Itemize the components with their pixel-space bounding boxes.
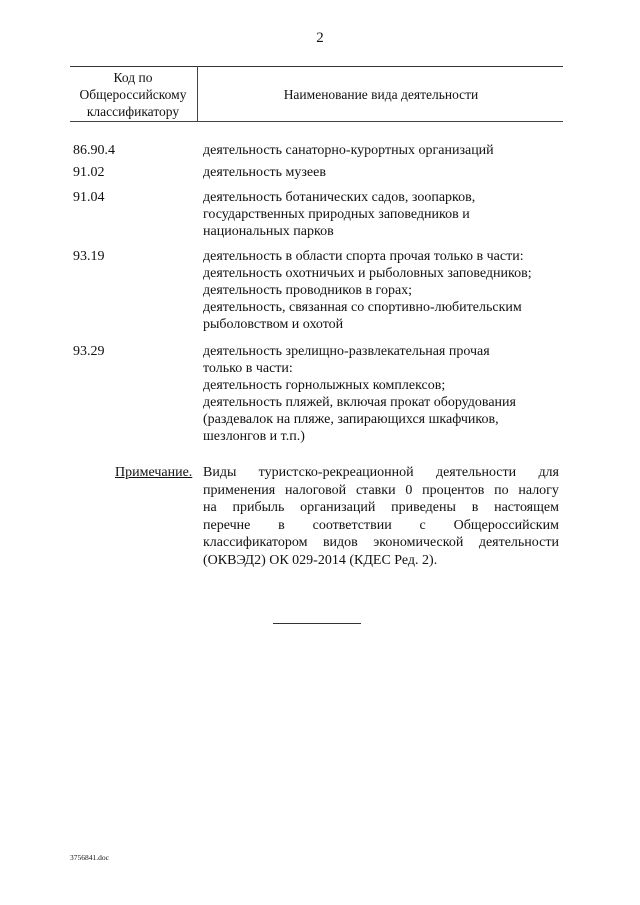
note-word: в bbox=[278, 517, 285, 533]
note-line bbox=[203, 464, 559, 482]
description-line: деятельность охотничьих и рыболовных заповедников; bbox=[203, 266, 532, 281]
row-description bbox=[203, 343, 568, 445]
note-word: с bbox=[419, 517, 426, 533]
note-word: соответствии bbox=[312, 517, 392, 533]
note-line bbox=[203, 499, 559, 517]
note-word: перечне bbox=[203, 517, 251, 533]
note-word: по bbox=[494, 482, 509, 498]
end-rule bbox=[273, 623, 361, 624]
note-line bbox=[203, 552, 559, 570]
row-description bbox=[203, 189, 568, 240]
note-word: 0 bbox=[405, 482, 413, 498]
note-text bbox=[203, 464, 559, 569]
header-code bbox=[70, 69, 196, 120]
note-word: настоящем bbox=[494, 500, 559, 515]
header-top-rule bbox=[70, 66, 563, 67]
description-line: деятельность пляжей, включая прокат оборудования bbox=[203, 395, 516, 410]
description-line: деятельность санаторно-курортных организаций bbox=[203, 143, 494, 158]
row-description bbox=[203, 248, 568, 333]
note-word: налоговой bbox=[284, 482, 347, 498]
note-word: в bbox=[471, 500, 479, 515]
row-code: 91.02 bbox=[73, 165, 105, 180]
row-code: 91.04 bbox=[73, 190, 105, 205]
note-line bbox=[203, 534, 559, 552]
note-label: Примечание. bbox=[115, 465, 193, 480]
note-word: налогу bbox=[518, 482, 559, 498]
description-line: национальных парков bbox=[203, 224, 334, 239]
description-line: деятельность в области спорта прочая только в части: bbox=[203, 249, 524, 264]
note-word: (ОКВЭД2) ОК 029-2014 (КДЕС Ред. 2). bbox=[203, 552, 438, 568]
row-description bbox=[203, 142, 568, 159]
header-code-line: Код по bbox=[113, 70, 153, 85]
header-code-line: классификатору bbox=[86, 104, 180, 119]
header-name: Наименование вида деятельности bbox=[283, 87, 479, 102]
note-word: приведены bbox=[391, 500, 456, 515]
note-line bbox=[203, 482, 559, 500]
note-word: прибыль bbox=[232, 500, 285, 515]
note-word: Виды bbox=[203, 465, 237, 480]
description-line: рыболовством и охотой bbox=[203, 317, 344, 332]
note-word: Общероссийским bbox=[453, 517, 559, 533]
note-word: применения bbox=[203, 482, 276, 498]
note-word: экономической bbox=[373, 535, 464, 550]
note-word: процентов bbox=[422, 482, 485, 498]
page-number: 2 bbox=[316, 30, 324, 46]
row-code: 93.29 bbox=[73, 344, 105, 359]
row-code: 93.19 bbox=[73, 249, 105, 264]
header-code-line: Общероссийскому bbox=[79, 87, 187, 102]
description-line: деятельность горнолыжных комплексов; bbox=[203, 378, 446, 393]
note-word: видов bbox=[322, 535, 358, 550]
footer-filename: 3756841.doc bbox=[70, 853, 109, 862]
note-word: туристско-рекреационной bbox=[258, 465, 414, 480]
description-line: (раздевалок на пляже, запирающихся шкафчиков, bbox=[203, 412, 499, 427]
note-word: деятельности bbox=[435, 465, 517, 480]
note-line bbox=[203, 517, 559, 535]
description-line: государственных природных заповедников и bbox=[203, 207, 470, 222]
row-code: 86.90.4 bbox=[73, 143, 115, 158]
description-line: деятельность, связанная со спортивно-любительским bbox=[203, 300, 522, 315]
description-line: деятельность проводников в горах; bbox=[203, 283, 413, 298]
description-line: шезлонгов и т.п.) bbox=[203, 429, 305, 444]
note-word: для bbox=[538, 465, 559, 480]
description-line: деятельность зрелищно-развлекательная прочая bbox=[203, 344, 490, 359]
note-word: деятельности bbox=[478, 535, 559, 550]
note-word: организаций bbox=[300, 500, 376, 515]
note-word: ставки bbox=[355, 482, 396, 498]
row-description bbox=[203, 164, 568, 181]
note-word: на bbox=[203, 500, 217, 515]
header-bottom-rule bbox=[70, 121, 563, 122]
description-line: деятельность музеев bbox=[203, 165, 326, 180]
description-line: только в части: bbox=[203, 361, 293, 376]
note-word: классификатором bbox=[203, 535, 308, 550]
description-line: деятельность ботанических садов, зоопарков, bbox=[203, 190, 476, 205]
header-divider bbox=[197, 66, 198, 122]
